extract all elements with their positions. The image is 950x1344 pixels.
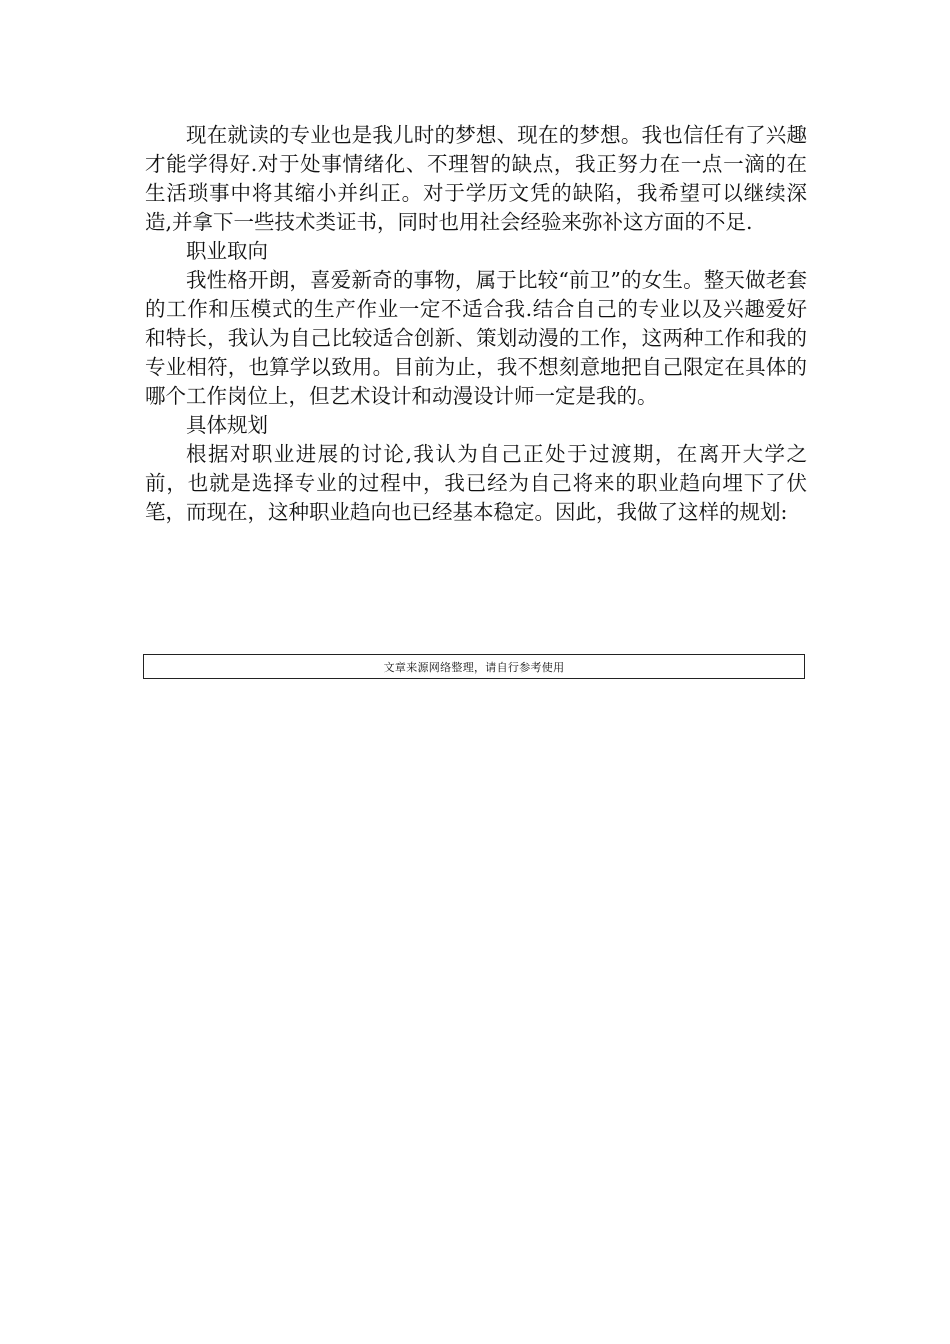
paragraph-personality: 我性格开朗，喜爱新奇的事物，属于比较“前卫”的女生。整天做老套的工作和压模式的生产作业一定不适合我.结合自己的专业以及兴趣爱好和特长，我认为自己比较适合创新、策划动漫的工作，这两种工作和我的专业相符，也算学以致用。目前为止，我不想刻意地把自己限定在具体的哪个工作岗位上，但艺术设计和动漫设计师一定是我的。 — [145, 268, 807, 408]
source-note-box — [143, 654, 805, 679]
document-body — [145, 121, 807, 527]
paragraph-plan-intro: 根据对职业进展的讨论,我认为自己正处于过渡期，在离开大学之前，也就是选择专业的过程中，我已经为自己将来的职业趋向埋下了伏笔，而现在，这种职业趋向也已经基本稳定。因此，我做了这样的规划: — [145, 442, 807, 524]
source-note-text: 文章来源网络整理，请自行参考使用 — [383, 660, 565, 674]
section-heading-specific-plan: 具体规划 — [186, 413, 268, 437]
section-heading-career-orientation: 职业取向 — [186, 239, 268, 263]
paragraph-dream-major: 现在就读的专业也是我儿时的梦想、现在的梦想。我也信任有了兴趣才能学得好.对于处事情绪化、不理智的缺点，我正努力在一点一滴的在生活琐事中将其缩小并纠正。对于学历文凭的缺陷，我希望可以继续深造,并拿下一些技术类证书，同时也用社会经验来弥补这方面的不足. — [145, 123, 807, 234]
